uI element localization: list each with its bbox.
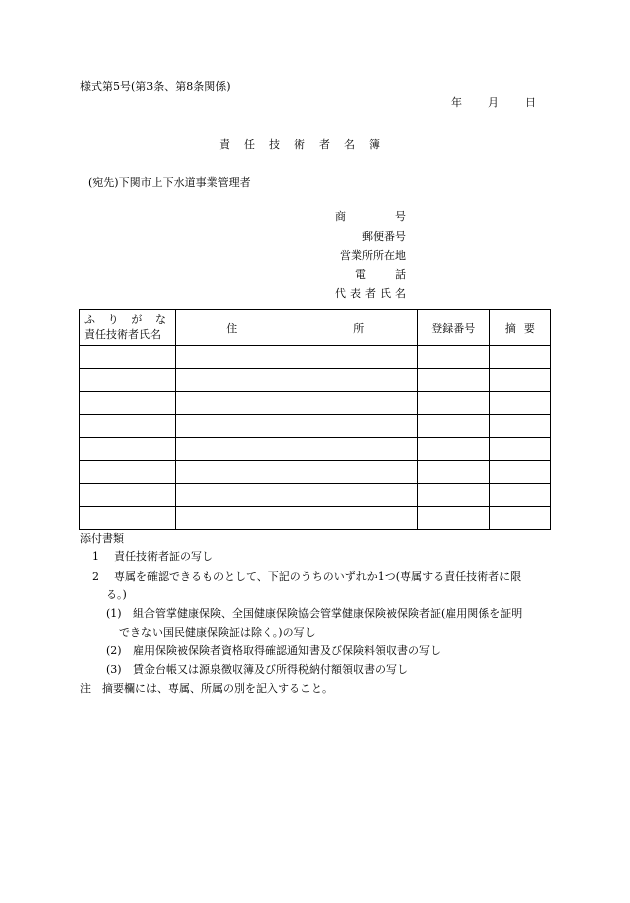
header-name-cell	[80, 310, 176, 346]
name-cell[interactable]	[80, 369, 176, 392]
table-row	[80, 346, 551, 369]
item-number: 2	[92, 570, 99, 583]
remarks-cell[interactable]	[489, 369, 550, 392]
label-text: 営業所所在地	[340, 249, 406, 262]
attachment-subitem-1	[106, 608, 522, 621]
address-cell[interactable]	[176, 392, 418, 415]
item-number: 1	[92, 550, 99, 563]
item-number: (3)	[106, 663, 122, 676]
table-row	[80, 392, 551, 415]
name-cell[interactable]	[80, 438, 176, 461]
item-text: 専属を確認できるものとして、下記のうちのいずれか1つ(専属する責任技術者に限	[114, 570, 522, 583]
name-cell[interactable]	[80, 346, 176, 369]
title-char: 簿	[369, 138, 380, 151]
title-char: 者	[319, 138, 330, 151]
label-char: 号	[395, 210, 406, 223]
title-char: 術	[294, 138, 305, 151]
table-body	[80, 346, 551, 530]
table-row	[80, 461, 551, 484]
address-cell[interactable]	[176, 507, 418, 530]
label-text: 郵便番号	[362, 230, 406, 243]
kana-char: が	[131, 312, 143, 326]
address-header-char: 住	[226, 322, 238, 335]
label-char: 代	[335, 287, 346, 300]
attachment-item-2-continuation: る。)	[106, 588, 127, 601]
registration-cell[interactable]	[417, 346, 489, 369]
table-header-row	[80, 310, 551, 346]
table-row	[80, 484, 551, 507]
registration-cell[interactable]	[417, 438, 489, 461]
roster-table	[79, 309, 551, 530]
label-char: 話	[395, 268, 406, 281]
name-cell[interactable]	[80, 484, 176, 507]
table-row	[80, 438, 551, 461]
date-line	[451, 97, 536, 110]
trade-name-label	[335, 211, 406, 224]
title-char: 任	[244, 138, 255, 151]
remarks-cell[interactable]	[489, 507, 550, 530]
item-text: 組合管掌健康保険、全国健康保険協会管掌健康保険被保険者証(雇用関係を証明	[133, 607, 523, 620]
item-text: 責任技術者証の写し	[114, 550, 213, 563]
remarks-cell[interactable]	[489, 415, 550, 438]
table-row	[80, 415, 551, 438]
registration-cell[interactable]	[417, 392, 489, 415]
item-text: 賃金台帳又は源泉徴収簿及び所得税納付額領収書の写し	[133, 663, 408, 676]
title-char: 技	[269, 138, 280, 151]
address-cell[interactable]	[176, 346, 418, 369]
attachment-item-1	[92, 551, 213, 564]
label-char: 者	[365, 287, 376, 300]
address-cell[interactable]	[176, 461, 418, 484]
postal-code-label	[335, 231, 406, 244]
address-header-char: 所	[353, 322, 365, 335]
phone-label	[335, 269, 406, 282]
form-number: 様式第5号(第3条、第8条関係)	[80, 80, 231, 93]
attachment-subitem-2	[106, 645, 441, 658]
remarks-cell[interactable]	[489, 484, 550, 507]
label-char: 表	[350, 287, 361, 300]
address-cell[interactable]	[176, 438, 418, 461]
label-char: 電	[355, 268, 366, 281]
attachments-heading: 添付書類	[80, 532, 124, 545]
name-cell[interactable]	[80, 461, 176, 484]
label-char: 名	[395, 287, 406, 300]
kana-char: り	[107, 312, 119, 326]
furigana-label	[84, 313, 166, 328]
remarks-note: 注 摘要欄には、専属、所属の別を記入すること。	[80, 682, 333, 695]
item-number: (1)	[106, 607, 122, 620]
address-cell[interactable]	[176, 369, 418, 392]
date-year-label: 年	[451, 96, 462, 109]
label-char: 商	[335, 210, 346, 223]
header-registration-cell: 登録番号	[417, 310, 489, 346]
date-day-label: 日	[525, 96, 536, 109]
name-cell[interactable]	[80, 507, 176, 530]
header-address-cell	[176, 310, 418, 346]
remarks-header-char: 摘	[504, 321, 516, 335]
name-cell[interactable]	[80, 392, 176, 415]
label-char: 氏	[380, 287, 391, 300]
addressee: (宛先)下関市上下水道事業管理者	[88, 176, 251, 189]
attachment-item-2	[92, 571, 521, 584]
attachment-subitem-3	[106, 664, 408, 677]
title-char: 責	[219, 138, 230, 151]
office-address-label	[335, 250, 406, 263]
registration-cell[interactable]	[417, 507, 489, 530]
remarks-header-char: 要	[523, 321, 535, 335]
header-remarks-cell	[489, 310, 550, 346]
attachment-subitem-1-continuation: できない国民健康保険証は除く。)の写し	[119, 626, 316, 639]
address-cell[interactable]	[176, 484, 418, 507]
remarks-cell[interactable]	[489, 346, 550, 369]
representative-name-label	[335, 288, 406, 301]
remarks-cell[interactable]	[489, 392, 550, 415]
remarks-cell[interactable]	[489, 438, 550, 461]
address-cell[interactable]	[176, 415, 418, 438]
title-char: 名	[344, 138, 355, 151]
registration-cell[interactable]	[417, 484, 489, 507]
date-month-label: 月	[488, 96, 499, 109]
kana-char: ふ	[84, 312, 95, 326]
name-header-label: 責任技術者氏名	[84, 327, 161, 341]
item-text: 雇用保険被保険者資格取得確認通知書及び保険料領収書の写し	[133, 644, 441, 657]
registration-cell[interactable]	[417, 461, 489, 484]
name-cell[interactable]	[80, 415, 176, 438]
remarks-cell[interactable]	[489, 461, 550, 484]
table-row	[80, 507, 551, 530]
registration-cell[interactable]	[417, 415, 489, 438]
kana-char: な	[154, 312, 166, 326]
registration-cell[interactable]	[417, 369, 489, 392]
document-title	[219, 139, 394, 152]
table-row	[80, 369, 551, 392]
item-number: (2)	[106, 644, 122, 657]
